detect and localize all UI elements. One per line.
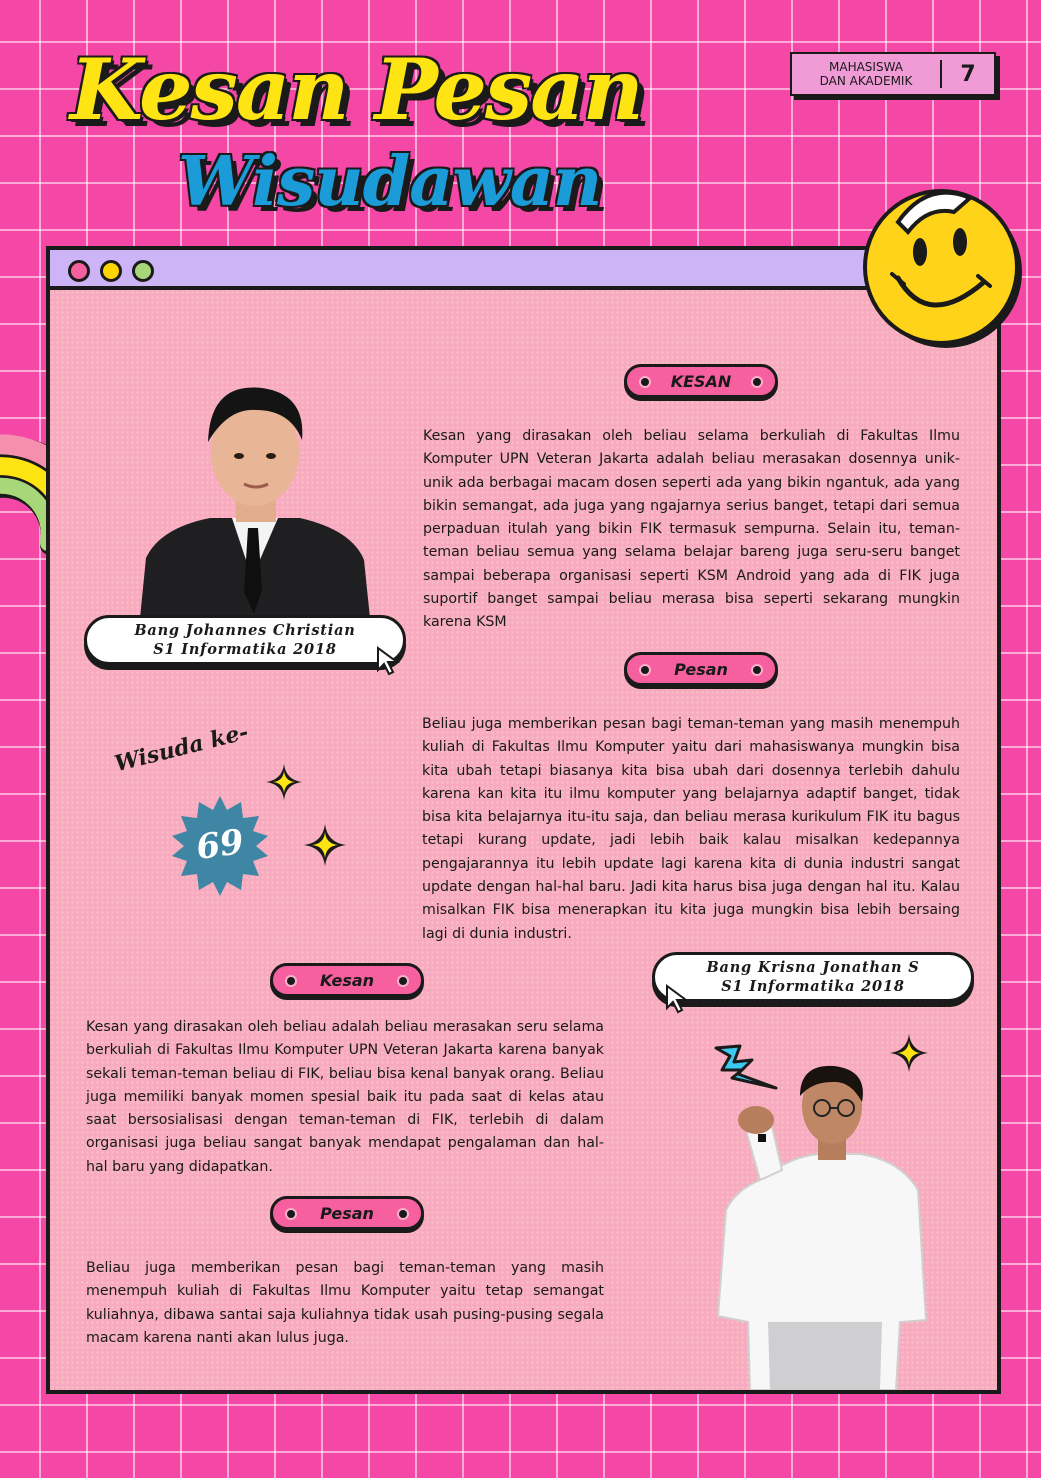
- graduate1-name: Bang Johannes Christian: [134, 622, 356, 639]
- window-dot-yellow: [100, 260, 122, 282]
- graduate1-pesan-pill: [624, 652, 778, 686]
- window-dot-pink: [68, 260, 90, 282]
- cursor-icon: [375, 646, 401, 676]
- pill-dot: [753, 378, 761, 386]
- page-number: 7: [960, 61, 976, 87]
- page-tag: [790, 52, 996, 96]
- graduate2-kesan-pill: [270, 963, 424, 997]
- graduate1-kesan-pill: [624, 364, 778, 398]
- section-label: [792, 60, 940, 88]
- graduate2-kesan-label: Kesan: [319, 970, 375, 990]
- graduate1-program: S1 Informatika 2018: [153, 641, 337, 658]
- pill-dot: [287, 1210, 295, 1218]
- page-title: Kesan Pesan: [70, 40, 642, 139]
- pill-dot: [287, 977, 295, 985]
- graduate2-name: Bang Krisna Jonathan S: [706, 959, 920, 976]
- graduate2-photo: [700, 1060, 950, 1390]
- section-label-line2: DAN AKADEMIK: [819, 74, 913, 88]
- sparkle-icon: [304, 824, 346, 866]
- section-label-line1: MAHASISWA: [829, 60, 903, 74]
- pill-dot: [641, 378, 649, 386]
- wisuda-number: 69: [193, 821, 247, 869]
- graduate2-name-tag: [652, 952, 974, 1002]
- graduate2-program: S1 Informatika 2018: [721, 978, 905, 995]
- graduate1-name-tag: [84, 615, 406, 665]
- pill-dot: [399, 977, 407, 985]
- window-dot-green: [132, 260, 154, 282]
- graduate2-pesan-pill: [270, 1196, 424, 1230]
- window-titlebar: [50, 250, 997, 290]
- sparkle-icon: [266, 764, 302, 800]
- graduate2-pesan-text: Beliau juga memberikan pesan bagi teman-teman yang masih menempuh kuliah di Fakultas Ilmu Komputer yaitu tetap semangat kuliahnya, dibawa santai saja kuliahnya tidak usah pusing-pusing segala macam karena nanti akan lulus juga.: [86, 1260, 604, 1346]
- cursor-icon: [664, 984, 690, 1014]
- pill-dot: [753, 666, 761, 674]
- graduate1-pesan-text: Beliau juga memberikan pesan bagi teman-teman yang masih menempuh kuliah di Fakultas Ilmu Komputer yaitu dari mahasiswanya mungkin bisa kita ubah tetapi biasanya kita bisa ubah dari dosennya terlebih dahulu karena kan kita itu ilmu komputer yang belajarnya adaptif banget, tidak bisa kita belajarnya itu-itu saja, dan beliau merasa kurikulum FIK itu bagus tetapi kurang update, jadi lebih baik kalau misalkan kedepannya pengajarannya itu lebih update lagi karena kita di dunia industri sangat update dengan hal-hal baru. Jadi kita harus bisa juga dengan hal itu. Kalau misalkan FIK bisa menerapkan itu kita juga mungkin bisa lebih bersaing lagi di dunia industri.: [422, 716, 960, 942]
- graduate1-photo: [140, 378, 370, 618]
- graduate1-kesan-label: KESAN: [670, 371, 732, 391]
- pill-dot: [399, 1210, 407, 1218]
- smiley-icon: [858, 182, 1030, 354]
- wisuda-label: Wisuda ke-: [112, 718, 251, 778]
- page-subtitle: Wisudawan: [178, 142, 602, 222]
- pill-dot: [641, 666, 649, 674]
- graduate2-kesan-text: Kesan yang dirasakan oleh beliau adalah beliau merasakan seru selama berkuliah di Fakultas Ilmu Komputer UPN Veteran Jakarta karena banyak sekali teman-teman beliau di FIK, beliau bisa kenal banyak orang. Beliau juga memiliki banyak momen spesial baik itu pada saat di kelas atau saat bersosialisasi dengan teman-teman di FIK, terlebih di dalam organisasi juga beliau sangat banyak mendapat pengalaman dan hal-hal baru yang didapatkan.: [86, 1019, 604, 1175]
- graduate2-pesan-label: Pesan: [320, 1203, 374, 1223]
- graduate1-pesan-label: Pesan: [674, 659, 728, 679]
- graduate1-kesan-text: Kesan yang dirasakan oleh beliau selama berkuliah di Fakultas Ilmu Komputer UPN Veteran Jakarta adalah beliau merasakan dosennya unik-unik ada berbagai macam dosen seperti ada yang bikin ngantuk, ada yang bikin semangat, ada juga yang ngajarnya serius banget, tetapi dari semua perpaduan itulah yang bikin FIK termasuk sempurna. Selain itu, teman-teman beliau semua yang selama belajar bareng juga seru-seru banget sampai beberapa organisasi seperti KSM Android yang ada di FIK juga suportif banget sampai beliau merasa bisa seperti sekarang mungkin karena KSM: [423, 428, 960, 631]
